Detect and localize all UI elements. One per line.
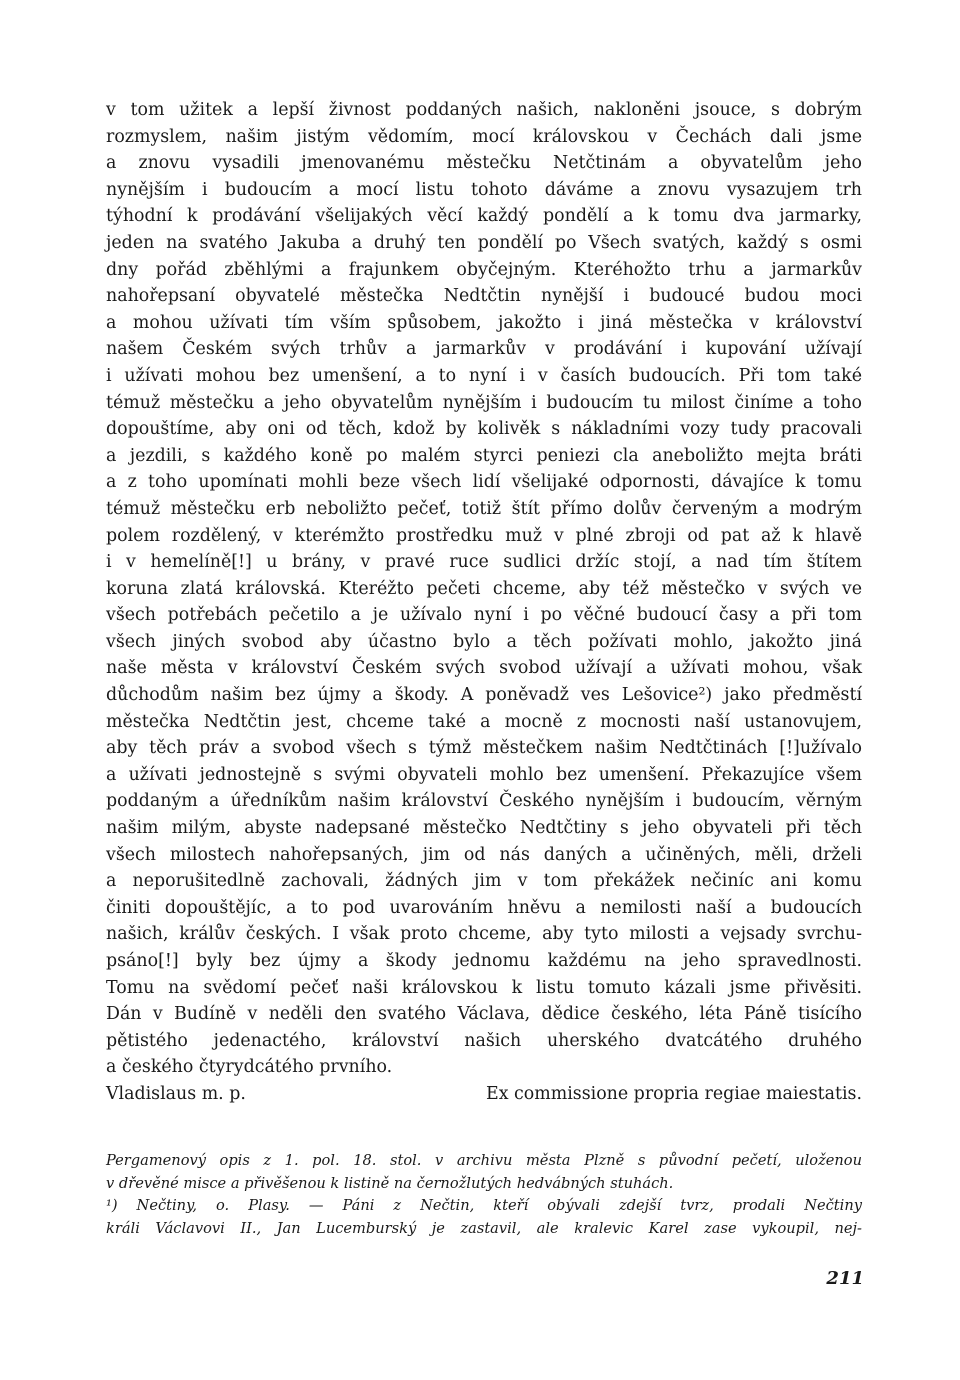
signature-row (106, 1081, 862, 1108)
text-line: dny pořád zběhlými a frajunkem obyčejným. Kteréhožto trhu a jarmarkův (106, 259, 862, 280)
text-line: Tomu na svědomí pečeť naši královskou k listu tomuto kázali jsme přivěsiti. (106, 977, 862, 998)
text-line: městečka Nedtčtin jest, chceme také a mocně z mocnosti naší ustanovujem, (106, 711, 862, 732)
footnote-line: ¹) Nečtiny, o. Plasy. — Páni z Nečtin, kteří obývali zdejší tvrz, prodali Nečtiny (106, 1197, 862, 1214)
text-line: nahořepsaní obyvatelé městečka Nedtčtin nynější i budoucé budou moci (106, 286, 862, 307)
text-line: a mohou užívati tím vším spůsobem, jakožto i jiná městečka v království (106, 312, 862, 333)
text-line: témuž městečku erb neboližto pečeť, totiž štít přímo dolův červeným a modrým (106, 498, 862, 519)
text-line: psáno[!] byly bez újmy a škody jednomu každému na jeho spravedlnosti. (106, 951, 862, 971)
text-line: dopouštíme, aby oni od těch, kdož by kolivěk s nákladními vozy tudy pracovali (106, 419, 862, 440)
text-line: témuž městečku a jeho obyvatelům nynějším i budoucím tu milost činíme a toho (106, 392, 862, 413)
text-line: polem rozdělený, v kterémžto prostředku muž v plné zbroji od pat až k hlavě (106, 525, 862, 546)
text-line: rozmyslem, našim jistým vědomím, mocí královskou v Čechách dali jsme (106, 126, 862, 147)
text-line: Dán v Budíně v neděli den svatého Václava, dědice českého, léta Páně tisícího (106, 1004, 862, 1025)
text-line: a neporušitedlně zachovali, žádných jim v tom překážek nečiníc ani komu (106, 871, 862, 892)
text-line: činiti dopouštějíc, a to pod uvarováním hněvu a nemilosti naší a budoucích (106, 897, 862, 918)
text-line: našich, králův českých. I však proto chceme, aby tyto milosti a vejsady svrchu- (106, 924, 862, 945)
page-number: 211 (826, 1268, 864, 1289)
source-note-line: v dřevěné misce a přivěšenou k listině na černožlutých hedvábných stuhách. (106, 1174, 674, 1192)
source-note-line: Pergamenový opis z 1. pol. 18. stol. v archivu města Plzně s původní pečetí, uloženou (106, 1152, 862, 1169)
text-line: důchodům našim bez újmy a škody. A poněvadž ves Lešovice²) jako předměstí (106, 685, 862, 706)
text-line: všech milostech nahořepsaných, jim od nás daných a učiněných, měli, drželi (106, 844, 862, 865)
text-line: a českého čtyrydcátého prvního. (106, 1057, 393, 1078)
text-line: naše města v království Českém svých svobod užívají a užívati mohou, však (106, 658, 862, 679)
text-line: týhodní k prodávání všelijakých věcí každý pondělí a k tomu dva jarmarky, (106, 206, 862, 227)
text-line: aby těch práv a svobod všech s týmž městečkem našim Nedtčtinách [!]užívalo (106, 738, 862, 759)
footnote-line: králi Václavovi II., Jan Lucemburský je zastavil, ale kralevic Karel zase vykoupil, nej- (106, 1219, 862, 1237)
text-line: nynějším i budoucím a mocí listu tohoto dáváme a znovu vysazujem trh (106, 179, 862, 200)
charter-text (106, 97, 862, 1108)
text-line: všech jiných svobod aby účastno bylo a těch požívati mohlo, jakožto jiná (106, 631, 862, 652)
commission-note: Ex commissione propria regiae maiestatis. (486, 1083, 862, 1104)
text-line: a znovu vysadili jmenovanému městečku Netčtinám a obyvatelům jeho (106, 153, 862, 174)
text-line: a z toho upomínati mohli beze všech lidí všelijaké odpornosti, dávajíce k tomu (106, 472, 862, 493)
text-line: všech potřebách pečetilo a je užívalo nyní i po věčné budoucí časy a při tom (106, 605, 862, 626)
text-line: našem Českém svých trhův a jarmarkův v prodávání i kupování užívají (106, 339, 862, 360)
text-line: i užívati mohou bez umenšení, a to nyní i v časích budoucích. Při tom také (106, 365, 862, 386)
text-line: a jezdili, s každého koně po malém styrci peniezi cla aneboližto mejta bráti (106, 445, 862, 466)
text-line: jeden na svatého Jakuba a druhý ten pondělí po Všech svatých, každý s osmi (106, 232, 862, 253)
text-line: poddaným a úředníkům našim království Českého nynějším i budoucím, věrným (106, 791, 862, 812)
text-line: koruna zlatá královská. Kteréžto pečeti chceme, aby též městečko v svých ve (106, 578, 862, 599)
text-line: a užívati jednostejně s svými obyvateli mohlo bez umenšení. Překazujíce všem (106, 764, 862, 785)
text-line: našim milým, abyste nadepsané městečko Nedtčtiny s jeho obyvateli při těch (106, 818, 862, 839)
text-line: pětistého jedenactého, království našich uherského dvatcátého druhého (106, 1030, 862, 1051)
text-line: i v hemelíně[!] u brány, v pravé ruce sudlici držíc stojí, a nad tím štítem (106, 552, 862, 573)
footnotes (106, 1150, 862, 1240)
text-line: v tom užitek a lepší živnost poddaných našich, nakloněni jsouce, s dobrým (106, 100, 862, 120)
royal-signature: Vladislaus m. p. (106, 1083, 246, 1104)
